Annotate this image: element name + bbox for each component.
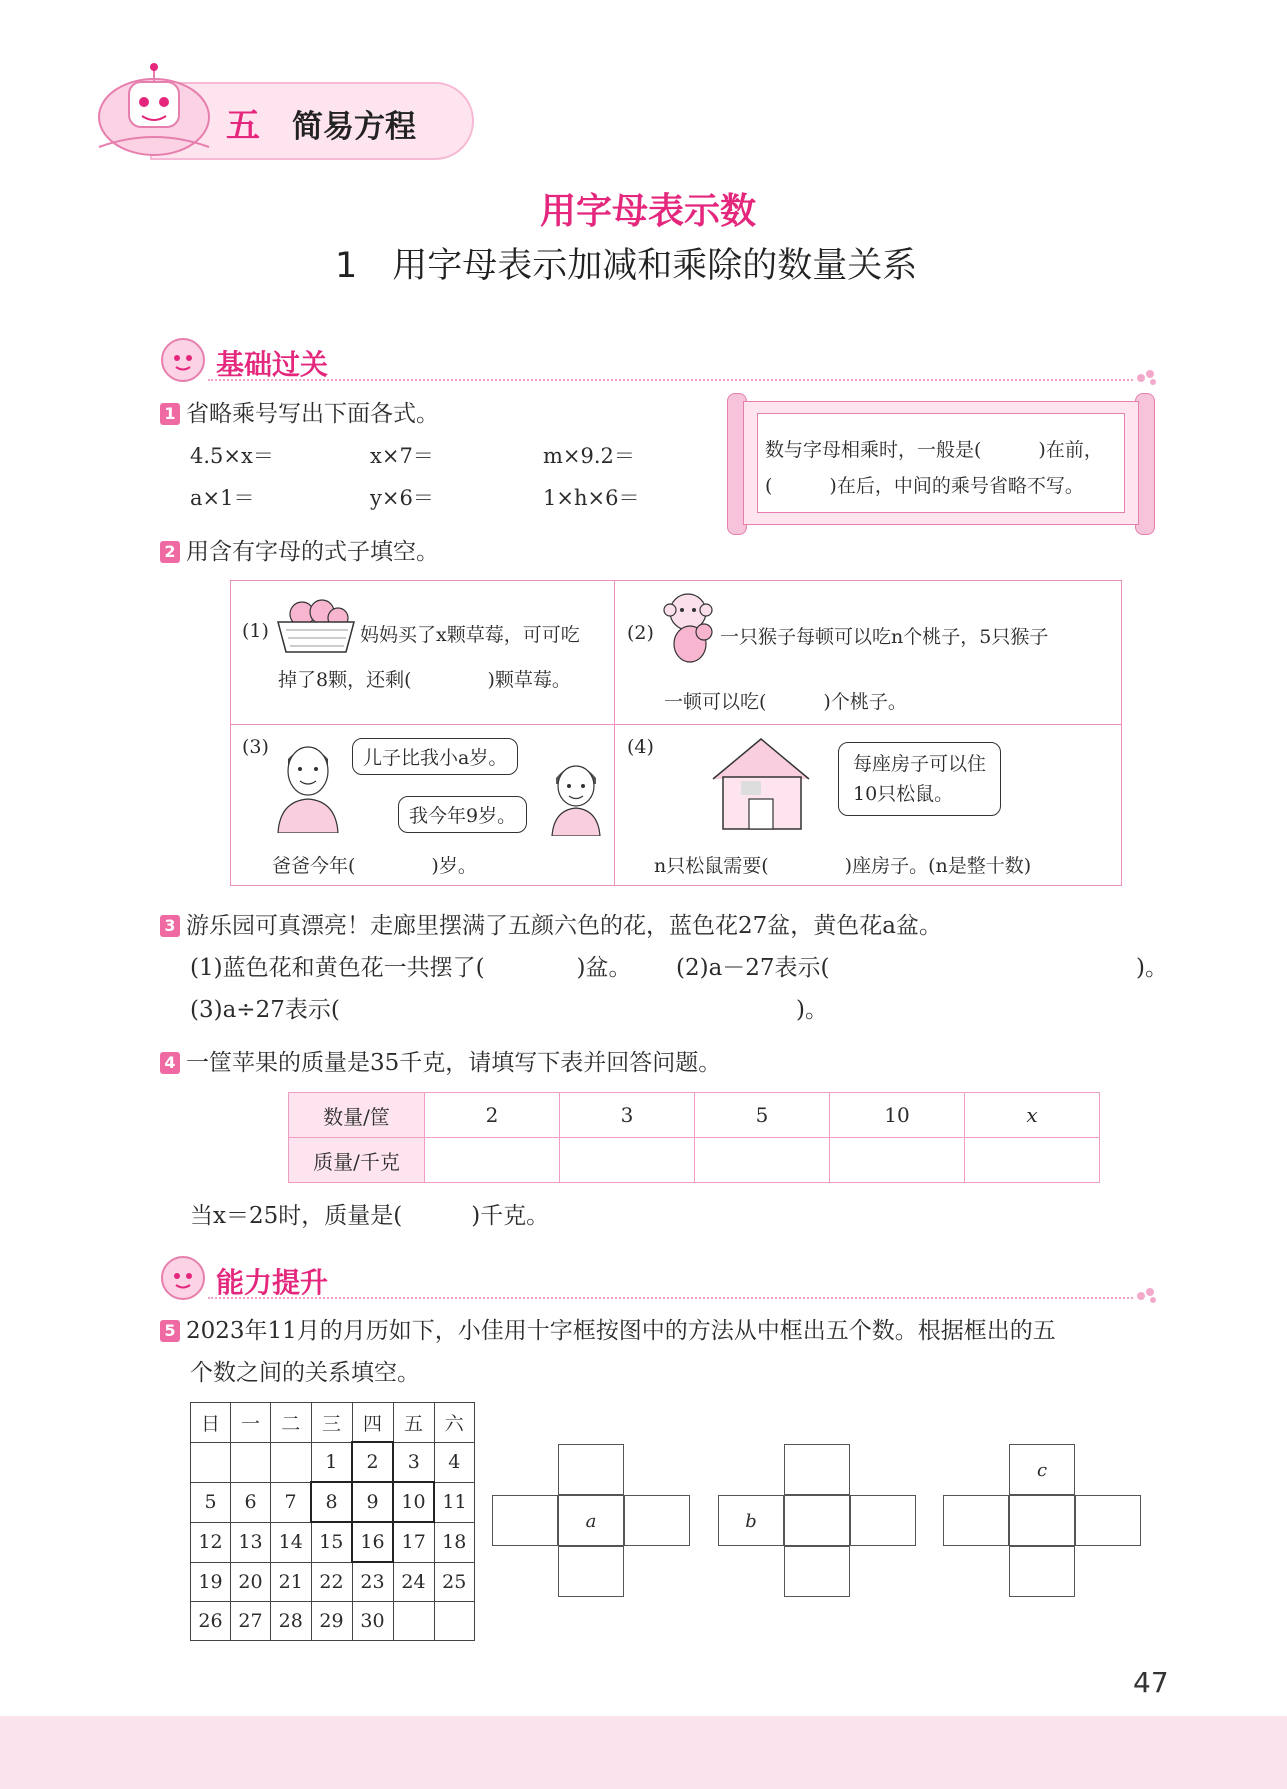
q1-expr: a×1＝ xyxy=(190,486,255,510)
calendar-day: 20 xyxy=(231,1562,271,1602)
q1-expr: m×9.2＝ xyxy=(543,444,635,468)
calendar-day: 27 xyxy=(231,1602,271,1641)
apple-count-cell: 5 xyxy=(695,1093,830,1138)
monkey-icon xyxy=(658,588,720,668)
apple-table xyxy=(288,1092,1100,1183)
cross-cell[interactable] xyxy=(1009,1495,1075,1546)
cross-cell[interactable] xyxy=(784,1495,850,1546)
calendar-day-framed: 9 xyxy=(352,1482,393,1522)
calendar-day: 17 xyxy=(393,1522,434,1562)
apple-count-cell: 3 xyxy=(560,1093,695,1138)
cross-cell[interactable] xyxy=(624,1495,690,1546)
calendar-day-framed: 2 xyxy=(352,1442,393,1482)
calendar-day: 30 xyxy=(352,1602,393,1641)
son-speech-bubble: 我今年9岁。 xyxy=(398,796,527,833)
q2-text: 用含有字母的式子填空。 xyxy=(186,539,439,565)
calendar-day-framed: 16 xyxy=(352,1522,393,1562)
weekday-header: 日 xyxy=(191,1403,231,1443)
q1-expr: x×7＝ xyxy=(370,444,434,468)
apple-count-cell: 2 xyxy=(425,1093,560,1138)
calendar-day-framed: 8 xyxy=(311,1482,352,1522)
apple-table-header: 质量/千克 xyxy=(289,1138,425,1183)
calendar-day: 13 xyxy=(231,1522,271,1562)
scroll-line-1: 数与字母相乘时，一般是( )在前， xyxy=(765,439,1103,461)
calendar-day: 28 xyxy=(271,1602,312,1641)
son-icon xyxy=(546,752,606,836)
calendar-day xyxy=(191,1442,231,1482)
q2-prompt xyxy=(160,537,439,567)
q1-number: 1 xyxy=(160,403,180,425)
advanced-divider xyxy=(208,1297,1133,1299)
q2-c4-line: n只松鼠需要( )座房子。(n是整十数) xyxy=(654,855,1032,877)
advanced-heading: 能力提升 xyxy=(216,1266,329,1299)
calendar-day xyxy=(271,1442,312,1482)
q4-prompt xyxy=(160,1048,721,1078)
q2-c2-line2: 一顿可以吃( )个桃子。 xyxy=(664,691,907,713)
apple-count-cell: 10 xyxy=(830,1093,965,1138)
q3-part2-start: (2)a－27表示( xyxy=(676,955,830,981)
house-bubble-line1: 每座房子可以住 xyxy=(853,753,987,775)
calendar-day: 3 xyxy=(393,1442,434,1482)
cross-cell-labeled: c xyxy=(1009,1444,1075,1495)
calendar-day: 12 xyxy=(191,1522,231,1562)
q3-number: 3 xyxy=(160,915,180,937)
q2-number: 2 xyxy=(160,541,180,563)
cross-cell[interactable] xyxy=(943,1495,1009,1546)
calendar xyxy=(190,1402,475,1641)
q2-c3-label: (3) xyxy=(242,736,269,758)
scroll-note xyxy=(727,393,1155,533)
apple-table-header: 数量/筐 xyxy=(289,1093,425,1138)
divider-dots-icon xyxy=(1136,368,1158,386)
calendar-day: 15 xyxy=(311,1522,352,1562)
q2-c1-label: (1) xyxy=(242,620,269,642)
calendar-day: 6 xyxy=(231,1482,271,1522)
divider-dots-icon xyxy=(1136,1286,1158,1304)
calendar-day: 24 xyxy=(393,1562,434,1602)
calendar-day: 14 xyxy=(271,1522,312,1562)
calendar-day: 19 xyxy=(191,1562,231,1602)
father-speech-bubble: 儿子比我小a岁。 xyxy=(352,738,518,775)
strawberry-basket-icon xyxy=(272,590,360,656)
calendar-day-framed: 10 xyxy=(393,1482,434,1522)
q4-number: 4 xyxy=(160,1052,180,1074)
unit-title: 简易方程 xyxy=(292,109,416,145)
apple-mass-cell[interactable] xyxy=(830,1138,965,1183)
footer-band xyxy=(0,1716,1287,1789)
weekday-header: 四 xyxy=(352,1403,393,1443)
advanced-heading-icon xyxy=(160,1255,206,1301)
q4-answer: 当x＝25时，质量是( )千克。 xyxy=(190,1203,550,1229)
weekday-header: 一 xyxy=(231,1403,271,1443)
cross-cell[interactable] xyxy=(558,1546,624,1597)
section-title: 用字母表示数 xyxy=(540,191,757,232)
apple-mass-cell[interactable] xyxy=(695,1138,830,1183)
cross-cell[interactable] xyxy=(784,1546,850,1597)
lesson-title: 1 用字母表示加减和乘除的数量关系 xyxy=(335,246,918,286)
q3-part3-end: )。 xyxy=(796,997,828,1023)
q5-prompt xyxy=(160,1316,1056,1346)
apple-mass-cell[interactable] xyxy=(965,1138,1100,1183)
q2-c1-line1: 妈妈买了x颗草莓，可可吃 xyxy=(360,624,580,646)
q1-expr: y×6＝ xyxy=(370,486,434,510)
q2-c2-line1: 一只猴子每顿可以吃n个桃子，5只猴子 xyxy=(720,626,1049,648)
q2-c4-label: (4) xyxy=(627,736,654,758)
weekday-header: 五 xyxy=(393,1403,434,1443)
weekday-header: 二 xyxy=(271,1403,312,1443)
cross-cell[interactable] xyxy=(558,1444,624,1495)
q1-expr: 1×h×6＝ xyxy=(543,486,640,510)
q3-text: 游乐园可真漂亮！走廊里摆满了五颜六色的花，蓝色花27盆，黄色花a盆。 xyxy=(186,913,942,939)
house-speech-bubble xyxy=(838,742,1001,816)
house-bubble-line2: 10只松鼠。 xyxy=(853,783,954,805)
q3-part1: (1)蓝色花和黄色花一共摆了( )盆。 xyxy=(190,955,632,981)
calendar-day: 18 xyxy=(434,1522,475,1562)
q2-c3-line: 爸爸今年( )岁。 xyxy=(272,855,477,877)
calendar-day: 11 xyxy=(434,1482,475,1522)
scroll-line-2: ( )在后，中间的乘号省略不写。 xyxy=(765,475,1084,497)
apple-count-cell: x xyxy=(965,1093,1100,1138)
q4-text: 一筐苹果的质量是35千克，请填写下表并回答问题。 xyxy=(186,1050,722,1076)
q5-number: 5 xyxy=(160,1320,180,1342)
calendar-day: 4 xyxy=(434,1442,475,1482)
calendar-day: 22 xyxy=(311,1562,352,1602)
q1-expr: 4.5×x＝ xyxy=(190,444,274,468)
house-icon xyxy=(705,733,820,833)
apple-mass-cell[interactable] xyxy=(425,1138,560,1183)
cross-cell[interactable] xyxy=(1009,1546,1075,1597)
calendar-day: 25 xyxy=(434,1562,475,1602)
weekday-header: 六 xyxy=(434,1403,475,1443)
unit-number: 五 xyxy=(226,106,260,146)
calendar-day: 29 xyxy=(311,1602,352,1641)
calendar-day xyxy=(393,1602,434,1641)
cross-cell-labeled: b xyxy=(718,1495,784,1546)
father-icon xyxy=(272,733,344,833)
calendar-day: 5 xyxy=(191,1482,231,1522)
cross-cell[interactable] xyxy=(850,1495,916,1546)
q3-part2-end: )。 xyxy=(1136,955,1168,981)
basic-heading: 基础过关 xyxy=(216,348,329,381)
cross-cell[interactable] xyxy=(784,1444,850,1495)
q1-prompt xyxy=(160,399,439,429)
page-number: 47 xyxy=(1133,1666,1169,1699)
calendar-day: 23 xyxy=(352,1562,393,1602)
basic-divider xyxy=(208,379,1133,381)
apple-mass-cell[interactable] xyxy=(560,1138,695,1183)
mascot-robot-icon xyxy=(84,62,224,162)
q2-c1-line2: 掉了8颗，还剩( )颗草莓。 xyxy=(278,669,571,691)
q3-part3-start: (3)a÷27表示( xyxy=(190,997,340,1023)
q3-prompt xyxy=(160,911,942,941)
calendar-day: 1 xyxy=(311,1442,352,1482)
calendar-day xyxy=(231,1442,271,1482)
cross-cell[interactable] xyxy=(1075,1495,1141,1546)
calendar-day: 21 xyxy=(271,1562,312,1602)
calendar-day xyxy=(434,1602,475,1641)
calendar-day: 26 xyxy=(191,1602,231,1641)
q1-text: 省略乘号写出下面各式。 xyxy=(186,401,439,427)
cross-cell[interactable] xyxy=(492,1495,558,1546)
basic-heading-icon xyxy=(160,337,206,383)
cross-cell-labeled: a xyxy=(558,1495,624,1546)
q5-text-line1: 2023年11月的月历如下，小佳用十字框按图中的方法从中框出五个数。根据框出的五 xyxy=(186,1318,1056,1344)
weekday-header: 三 xyxy=(311,1403,352,1443)
q2-c2-label: (2) xyxy=(627,622,654,644)
calendar-day: 7 xyxy=(271,1482,312,1522)
q5-text-line2: 个数之间的关系填空。 xyxy=(190,1360,420,1386)
